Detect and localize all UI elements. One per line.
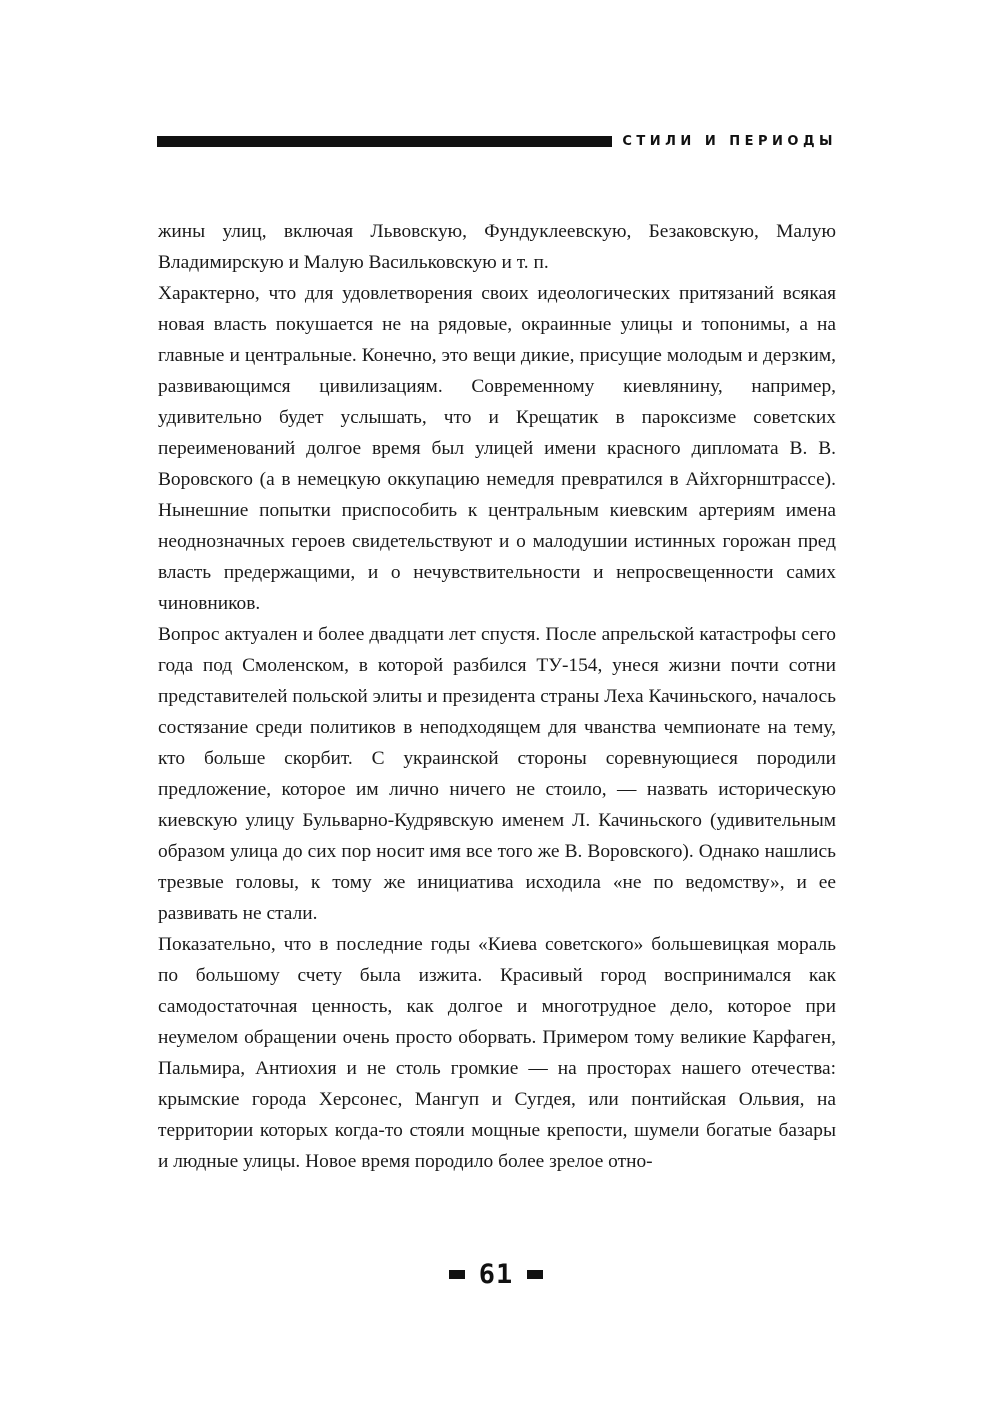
paragraph-4: Показательно, что в последние годы «Киева советского» большевицкая мораль по большому счету была изжита. Красивый город воспринимался как самодостаточная ценность, как долгое и многотрудное дело, которое при неумелом обращении очень просто оборвать. Примером тому великие Карфаген, Пальмира, Антиохия и не столь громкие — на просторах нашего отечества: крымские города Херсонес, Мангуп и Сугдея, или понтийская Ольвия, на территории которых когда-то стояли мощные крепости, шумели богатые базары и людные улицы. Новое время породило более зрелое отно-	[158, 934, 836, 1172]
page-number: 61	[478, 1258, 514, 1290]
footer-mark-left	[449, 1270, 465, 1279]
footer-mark-right	[527, 1270, 543, 1279]
paragraph-3: Вопрос актуален и более двадцати лет спустя. После апрельской катастрофы сего года под Смоленском, в которой разбился ТУ-154, унеся жизни почти сотни представителей польской элиты и президента страны Леха Качиньского, началось состязание среди политиков в неподходящем для чванства чемпионате на тему, кто больше скорбит. С украинской стороны соревнующиеся породили предложение, которое им лично ничего не стоило, — назвать историческую киевскую улицу Бульварно-Кудрявскую именем Л. Качиньского (удивительным образом улица до сих пор носит имя все того же В. Воровского). Однако нашлись трезвые головы, к тому же инициатива исходила «не по ведомству», и ее развивать не стали.	[158, 624, 836, 924]
running-header	[157, 130, 837, 152]
page-footer	[0, 1254, 992, 1294]
body-text	[158, 216, 836, 1177]
header-rule	[157, 136, 612, 147]
header-section-title: СТИЛИ И ПЕРИОДЫ	[622, 133, 837, 149]
paragraph-1: жины улиц, включая Львовскую, Фундуклеевскую, Безаковскую, Малую Владимирскую и Малую Васильковскую и т. п.	[158, 221, 836, 273]
paragraph-2: Характерно, что для удовлетворения своих идеологических притязаний всякая новая власть покушается не на рядовые, окраинные улицы и топонимы, а на главные и центральные. Конечно, это вещи дикие, присущие молодым и дерзким, развивающимся цивилизациям. Современному киевлянину, например, удивительно будет услышать, что и Крещатик в пароксизме советских переименований долгое время был улицей имени красного дипломата В. В. Воровского (а в немецкую оккупацию немедля превратился в Айхгорнштрассе). Нынешние попытки приспособить к центральным киевским артериям имена неоднозначных героев свидетельствуют и о малодушии истинных горожан пред власть предержащими, и о нечувствительности и непросвещенности самих чиновников.	[158, 283, 836, 614]
